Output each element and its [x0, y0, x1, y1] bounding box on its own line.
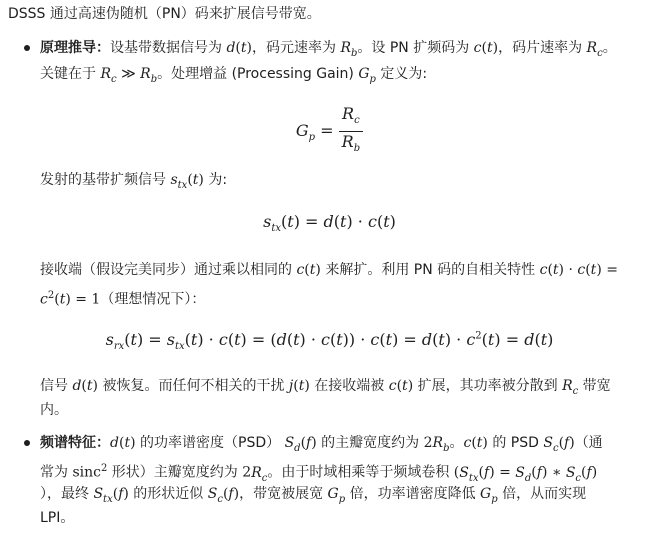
spectrum-line-4: LPI。: [40, 510, 75, 526]
equation-processing-gain: $G_p$ = $\frac{R_c}{R_b}$: [0, 104, 659, 159]
principle-title: 原理推导：: [40, 40, 110, 56]
spectrum-line-3: ），最终 $S_{tx}(f)$ 的形状近似 $S_c(f)$，带宽被展宽 $G_p$ 倍，功率谱密度降低 $G_p$ 倍，从而实现: [40, 486, 587, 505]
spectrum-title: 频谱特征：: [40, 435, 110, 451]
intro-text: DSSS 通过高速伪随机（PN）码来扩展信号带宽。: [8, 6, 321, 22]
transmit-signal-text: 发射的基带扩频信号 $s_{tx}(t)$ 为:: [40, 172, 228, 191]
recovery-text-line-2: 内。: [40, 402, 68, 418]
spectrum-line-1: 频谱特征：d(t) 的功率谱密度（PSD） $S_d(f)$ 的主瓣宽度约为 $2R_b$。c(t) 的 PSD $S_c(f)$（通: [40, 435, 603, 454]
spectrum-line-2: 常为 sinc$^2$ 形状）主瓣宽度约为 $2R_c$。由于时域相乘等于频域卷积 ($S_{tx}(f) = S_d(f)$ ∗ $S_c(f)$: [40, 463, 598, 484]
recovery-text-line-1: 信号 d(t) 被恢复。而任何不相关的干扰 j(t) 在接收端被 c(t) 扩展，其功率被分散到 $R_c$ 带宽: [40, 378, 611, 397]
bullet-principle: [24, 45, 30, 51]
principle-line-2: 关键在于 $R_c$ ≫ $R_b$。处理增益 (Processing Gain) $G_p$ 定义为:: [40, 66, 428, 85]
bullet-spectrum: [24, 440, 30, 446]
receiver-text-line-2: $c^2(t) = 1$（理想情况下）：: [40, 290, 206, 308]
principle-line-1: 原理推导：设基带数据信号为 d(t)，码元速率为 $R_b$。设 PN 扩频码为 c(t)，码片速率为 $R_c$。: [40, 40, 617, 59]
equation-receive: $s_{rx}(t) = s_{tx}(t) \cdot c(t) = (d(t) \cdot c(t)) \cdot c(t) = d(t) \cdot c^2(t) = d(t)$: [105, 330, 554, 353]
receiver-text-line-1: 接收端（假设完美同步）通过乘以相同的 c(t) 来解扩。利用 PN 码的自相关特性 c(t) · c(t) =: [40, 262, 618, 278]
equation-transmit: $s_{tx}(t) = d(t) \cdot c(t)$: [263, 212, 396, 235]
